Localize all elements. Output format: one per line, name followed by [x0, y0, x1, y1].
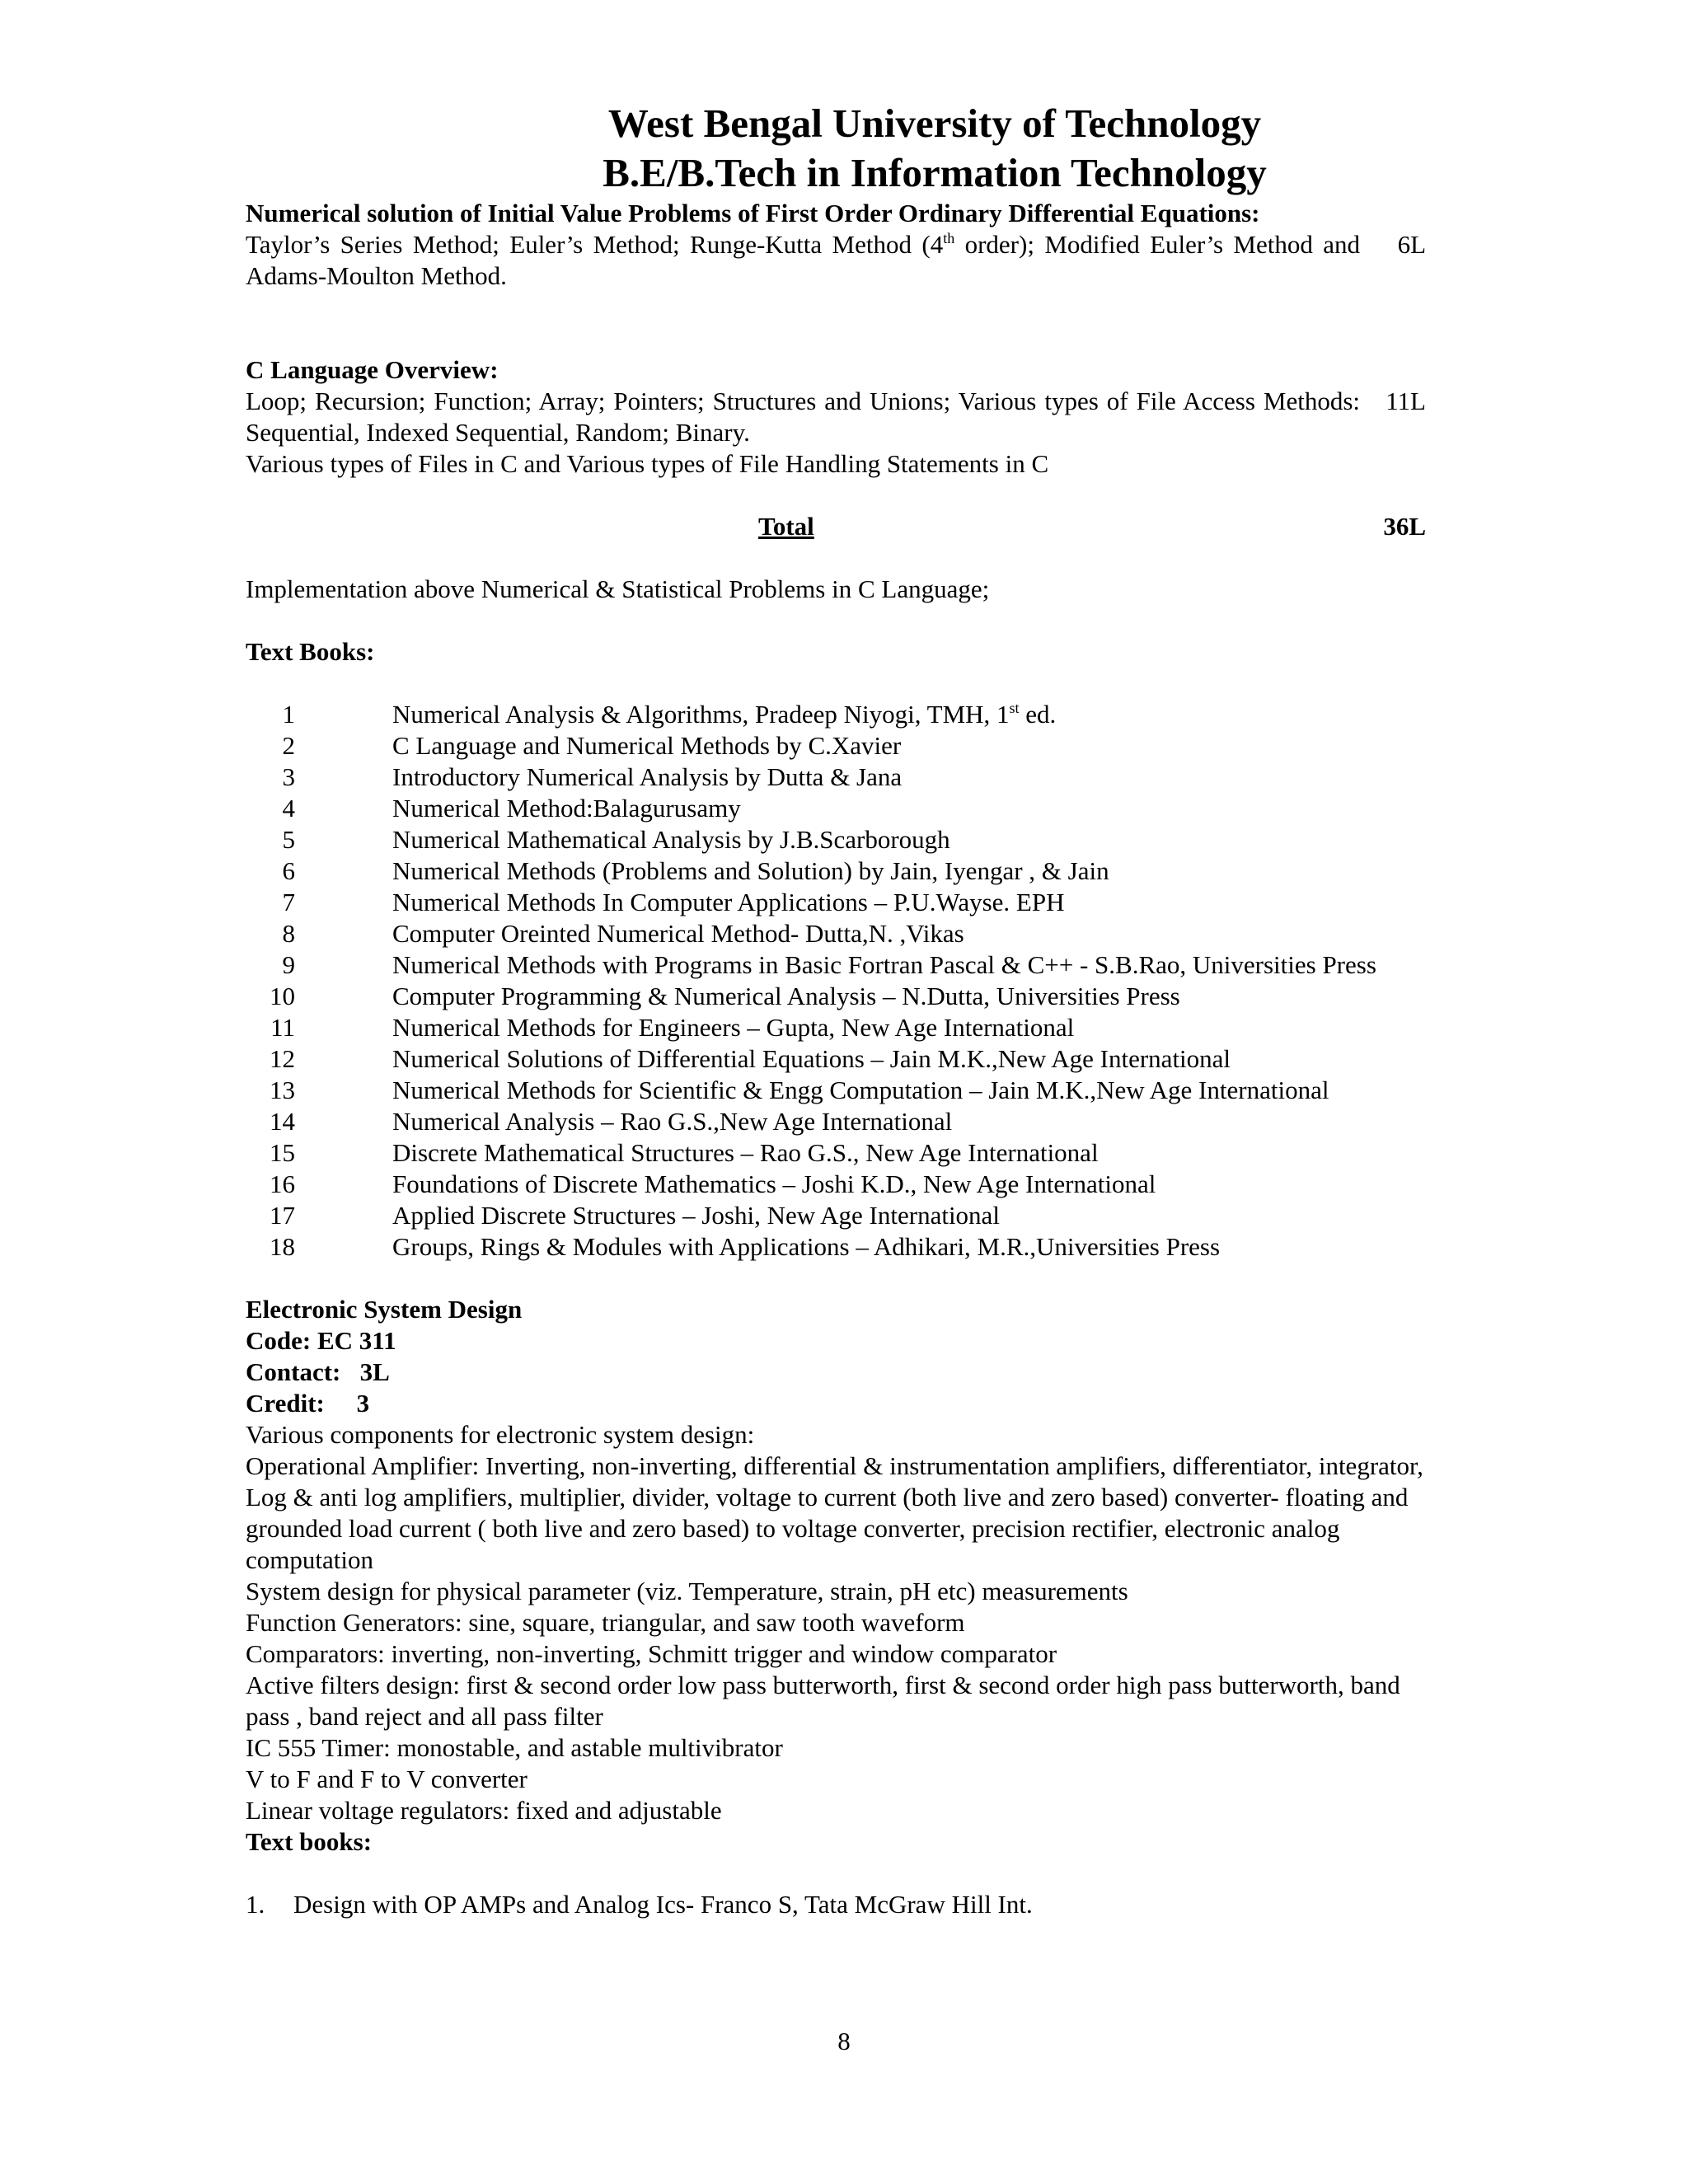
- book-number: 15: [270, 1138, 295, 1167]
- book-item: [246, 1200, 1426, 1231]
- book-title: Foundations of Discrete Mathematics – Joshi K.D., New Age International: [392, 1169, 1156, 1198]
- book-number: 8: [282, 919, 295, 948]
- book-title-part-a: Numerical Analysis & Algorithms, Pradeep Niyogi, TMH, 1: [392, 700, 1010, 729]
- esd-syllabus-line: Various components for electronic system design:: [246, 1420, 755, 1449]
- numerical-heading: Numerical solution of Initial Value Problems of First Order Ordinary Differential Equations:: [246, 199, 1260, 227]
- book-title: Numerical Methods In Computer Applications – P.U.Wayse. EPH: [392, 888, 1065, 916]
- book-item: [246, 1075, 1426, 1106]
- book-item: [246, 1012, 1426, 1043]
- book-item: [246, 1043, 1426, 1075]
- book-number: 12: [270, 1044, 295, 1073]
- esd-book-title: Design with OP AMPs and Analog Ics- Franco S, Tata McGraw Hill Int.: [293, 1890, 1033, 1919]
- total-hours: 36L: [1383, 512, 1426, 541]
- book-title: Introductory Numerical Analysis by Dutta & Jana: [392, 762, 903, 791]
- c-language-hours: 11L: [1386, 387, 1426, 415]
- total-label: Total: [758, 512, 814, 541]
- esd-syllabus-line: System design for physical parameter (viz. Temperature, strain, pH etc) measurements: [246, 1577, 1128, 1605]
- book-number: 3: [282, 762, 295, 791]
- book-title: Numerical Method:Balagurusamy: [392, 794, 741, 823]
- book-title: Numerical Methods with Programs in Basic Fortran Pascal & C++ - S.B.Rao, Universities Press: [392, 950, 1376, 979]
- book-number: 14: [270, 1107, 295, 1136]
- esd-section: [246, 1294, 1426, 1920]
- esd-syllabus-line: V to F and F to V converter: [246, 1765, 528, 1793]
- book-number: 4: [282, 794, 295, 823]
- page-number: 8: [837, 2027, 851, 2055]
- esd-books-heading: Text books:: [246, 1827, 373, 1856]
- book-number: 16: [270, 1169, 295, 1198]
- esd-syllabus-line: Comparators: inverting, non-inverting, Schmitt trigger and window comparator: [246, 1639, 1057, 1668]
- book-title-part-b: ed.: [1019, 700, 1057, 729]
- book-item: [246, 1231, 1426, 1263]
- book-number: 17: [270, 1201, 295, 1230]
- numerical-content-row: [246, 229, 1426, 292]
- book-number: 5: [282, 825, 295, 854]
- book-item: [246, 824, 1426, 855]
- esd-syllabus: [246, 1419, 1426, 1826]
- esd-syllabus-line: Operational Amplifier: Inverting, non-inverting, differential & instrumentation amplifiers, differentiator, integrator, Log & anti log amplifiers, multiplier, divider, voltage to current (both live and zero based) converter- floating and grounded load current ( both live and zero based) to voltage converter, precision rectifier, electronic analog computation: [246, 1451, 1423, 1574]
- book-title: Numerical Methods for Engineers – Gupta, New Age International: [392, 1013, 1075, 1042]
- book-item: [246, 699, 1426, 730]
- text-books-list: [246, 699, 1426, 1263]
- book-item: [246, 1106, 1426, 1137]
- text-books-heading: Text Books:: [246, 637, 375, 666]
- book-number: 18: [270, 1232, 295, 1261]
- esd-syllabus-line: IC 555 Timer: monostable, and astable multivibrator: [246, 1733, 783, 1762]
- esd-book-item: [246, 1889, 1426, 1920]
- book-title: [392, 699, 1426, 730]
- c-language-heading: C Language Overview:: [246, 355, 499, 384]
- book-number: 9: [282, 950, 295, 979]
- esd-credit: Credit: 3: [246, 1389, 370, 1418]
- book-title: C Language and Numerical Methods by C.Xavier: [392, 731, 902, 760]
- book-number: 7: [282, 888, 295, 916]
- numerical-text: [246, 229, 1360, 292]
- implementation-text: Implementation above Numerical & Statistical Problems in C Language;: [246, 574, 990, 603]
- book-superscript: st: [1009, 700, 1020, 716]
- document-page: [246, 99, 1426, 1920]
- book-title: Groups, Rings & Modules with Applications – Adhikari, M.R.,Universities Press: [392, 1232, 1221, 1261]
- c-language-content-row: [246, 386, 1426, 448]
- book-number: 2: [282, 731, 295, 760]
- esd-syllabus-line: Function Generators: sine, square, triangular, and saw tooth waveform: [246, 1608, 965, 1637]
- book-item: [246, 981, 1426, 1012]
- book-number: 13: [270, 1076, 295, 1104]
- book-number: 1: [282, 700, 295, 729]
- esd-code: Code: EC 311: [246, 1326, 396, 1355]
- book-item: [246, 918, 1426, 949]
- book-item: [246, 887, 1426, 918]
- numerical-text-part-b: order); Modified Euler’s Method and Adams-Moulton Method.: [246, 230, 1361, 290]
- numerical-section: [246, 198, 1426, 292]
- esd-syllabus-line: Linear voltage regulators: fixed and adjustable: [246, 1796, 722, 1825]
- numerical-superscript: th: [943, 230, 955, 246]
- esd-book-number: 1.: [246, 1890, 265, 1919]
- book-number: 6: [282, 856, 295, 885]
- book-item: [246, 730, 1426, 762]
- book-item: [246, 793, 1426, 824]
- esd-contact: Contact: 3L: [246, 1357, 390, 1386]
- c-language-text: Loop; Recursion; Function; Array; Pointers; Structures and Unions; Various types of File Access Methods: Sequential, Indexed Sequential, Random; Binary.: [246, 387, 1360, 447]
- numerical-text-part-a: Taylor’s Series Method; Euler’s Method; Runge-Kutta Method (4: [246, 230, 944, 259]
- book-item: [246, 949, 1426, 981]
- university-title: West Bengal University of Technology: [607, 101, 1262, 146]
- book-title: Computer Oreinted Numerical Method- Dutta,N. ,Vikas: [392, 919, 964, 948]
- book-title: Numerical Mathematical Analysis by J.B.Scarborough: [392, 825, 950, 854]
- book-title: Computer Programming & Numerical Analysis – N.Dutta, Universities Press: [392, 982, 1180, 1010]
- book-title: Numerical Methods for Scientific & Engg Computation – Jain M.K.,New Age International: [392, 1076, 1329, 1104]
- total-row: [246, 511, 1426, 542]
- c-language-extra: Various types of Files in C and Various types of File Handling Statements in C: [246, 449, 1049, 478]
- esd-syllabus-line: Active filters design: first & second order low pass butterworth, first & second order high pass butterworth, band pass , band reject and all pass filter: [246, 1671, 1400, 1731]
- book-item: [246, 855, 1426, 887]
- esd-title: Electronic System Design: [246, 1295, 523, 1324]
- program-title: B.E/B.Tech in Information Technology: [603, 150, 1267, 195]
- book-title: Numerical Methods (Problems and Solution) by Jain, Iyengar , & Jain: [392, 856, 1109, 885]
- book-number: 11: [270, 1013, 295, 1042]
- document-header: [345, 99, 1525, 198]
- book-item: [246, 762, 1426, 793]
- esd-books-list: [246, 1889, 1426, 1920]
- numerical-hours: 6L: [1397, 230, 1426, 259]
- book-title: Numerical Solutions of Differential Equations – Jain M.K.,New Age International: [392, 1044, 1231, 1073]
- book-number: 10: [270, 982, 295, 1010]
- book-item: [246, 1137, 1426, 1169]
- book-title: Discrete Mathematical Structures – Rao G.S., New Age International: [392, 1138, 1099, 1167]
- book-title: Numerical Analysis – Rao G.S.,New Age International: [392, 1107, 953, 1136]
- book-title: Applied Discrete Structures – Joshi, New Age International: [392, 1201, 1000, 1230]
- c-language-section: [246, 354, 1426, 480]
- book-item: [246, 1169, 1426, 1200]
